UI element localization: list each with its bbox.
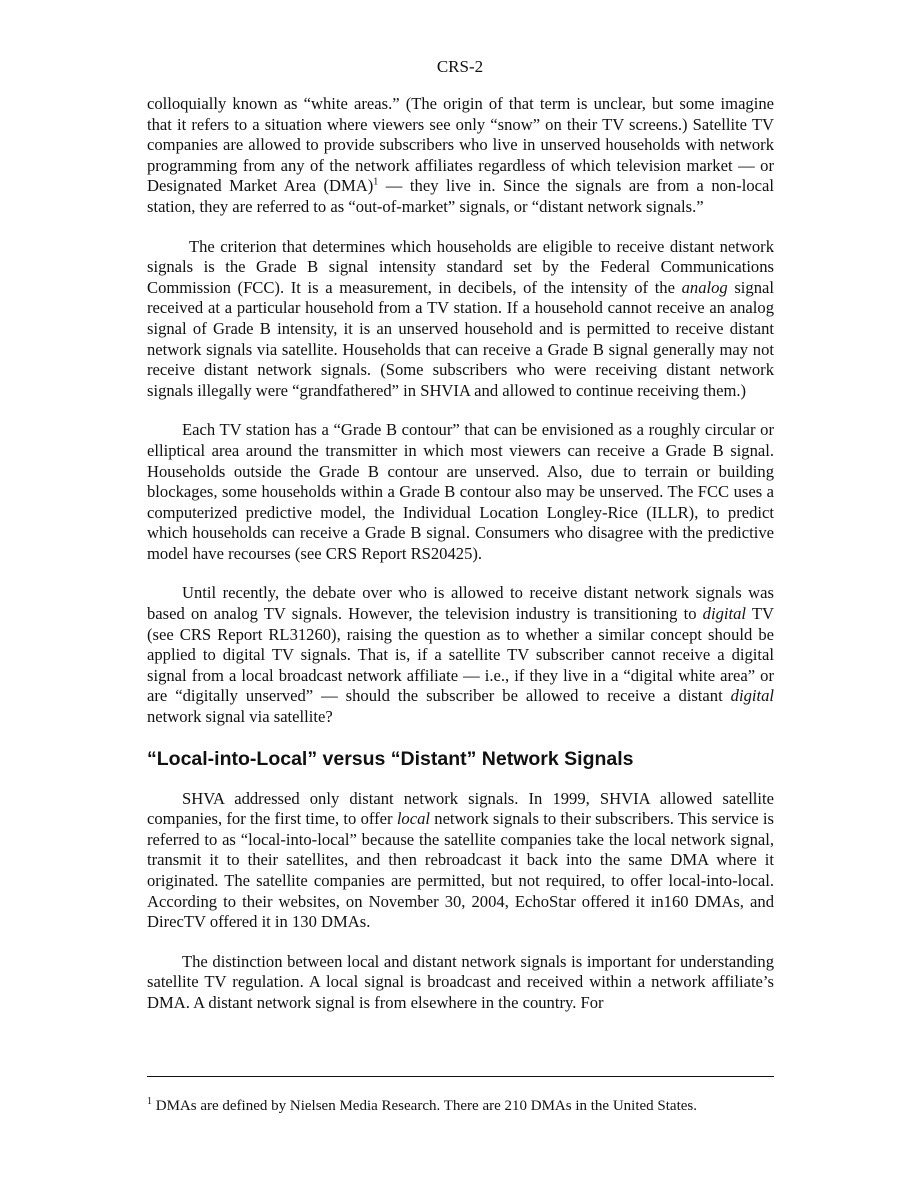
- page-header: CRS-2: [436, 57, 484, 76]
- paragraph-4-text-b: TV (see CRS Report RL31260), raising the question as to whether a similar concept should be applied to digital TV signals. That is, if a satellite TV subscriber cannot receive a digital signal from a local broadcast network affiliate — i.e., if they live in a “digital white area” or are “digitally unserved” — should the subscriber be allowed to receive a distant: [147, 604, 774, 706]
- paragraph-4: [147, 583, 774, 727]
- paragraph-3: Each TV station has a “Grade B contour” that can be envisioned as a roughly circular or elliptical area around the transmitter in which most viewers can receive a Grade B signal. Households outside the Grade B contour are unserved. Also, due to terrain or building blockages, some households within a Grade B contour also may be unserved. The FCC uses a computerized predictive model, the Individual Location Longley-Rice (ILLR), to predict which households can receive a Grade B signal. Consumers who disagree with the predictive model have recourses (see CRS Report RS20425).: [147, 420, 774, 563]
- footnote: [147, 1097, 774, 1116]
- paragraph-2: [147, 237, 774, 402]
- section-heading: “Local-into-Local” versus “Distant” Network Signals: [147, 747, 634, 770]
- emphasis-analog: analog: [681, 277, 728, 297]
- footnote-marker: 1: [147, 1096, 152, 1107]
- paragraph-1-text-b: — they live in. Since the signals are from a non-local station, they are referred to as “out-of-market” signals, or “distant network signals.”: [147, 176, 774, 216]
- paragraph-2-text-b: signal received at a particular household from a TV station. If a household cannot receive an analog signal of Grade B intensity, it is an unserved household and is permitted to receive distant network signals via satellite. Households that can receive a Grade B signal generally may not receive distant network signals. (Some subscribers who were receiving distant network signals illegally were “grandfathered” in SHVIA and allowed to continue receiving them.): [147, 277, 774, 400]
- footnote-divider: [147, 1076, 774, 1077]
- paragraph-6: The distinction between local and distant network signals is important for understanding satellite TV regulation. A local signal is broadcast and received within a network affiliate’s DMA. A distant network signal is from elsewhere in the country. For: [147, 951, 774, 1012]
- paragraph-5: [147, 789, 774, 933]
- emphasis-digital-1: digital: [702, 604, 747, 624]
- emphasis-digital-2: digital: [730, 686, 774, 706]
- body-text: [147, 94, 774, 1033]
- paragraph-5-text-a: SHVA addressed only distant network signals. In 1999, SHVIA allowed satellite companies, for the first time, to offer: [147, 788, 774, 829]
- paragraph-2-text-a: The criterion that determines which households are eligible to receive distant network signals is the Grade B signal intensity standard set by the Federal Communications Commission (FCC). It is a measurement, in decibels, of the intensity of the: [147, 236, 774, 297]
- emphasis-local: local: [396, 809, 430, 829]
- paragraph-4-text-a: Until recently, the debate over who is allowed to receive distant network signals was based on analog TV signals. However, the television industry is transitioning to: [147, 583, 774, 624]
- paragraph-1: [147, 94, 774, 218]
- paragraph-4-text-c: network signal via satellite?: [147, 707, 333, 727]
- footnote-ref: 1: [373, 176, 379, 188]
- footnote-text: DMAs are defined by Nielsen Media Research. There are 210 DMAs in the United States.: [152, 1098, 697, 1114]
- paragraph-5-text-b: network signals to their subscribers. This service is referred to as “local-into-local” because the satellite companies take the local network signal, transmit it to their satellites, and then rebroadcast it back into the same DMA where it originated. The satellite companies are permitted, but not required, to offer local-into-local. According to their websites, on November 30, 2004, EchoStar offered it in160 DMAs, and DirecTV offered it in 130 DMAs.: [147, 809, 774, 932]
- paragraph-1-text-a: colloquially known as “white areas.” (The origin of that term is unclear, but some imagine that it refers to a situation where viewers see only “snow” on their TV screens.) Satellite TV companies are allowed to provide subscribers who live in unserved households with network programming from any of the network affiliates regardless of which television market — or Designated Market Area (DMA): [147, 94, 774, 196]
